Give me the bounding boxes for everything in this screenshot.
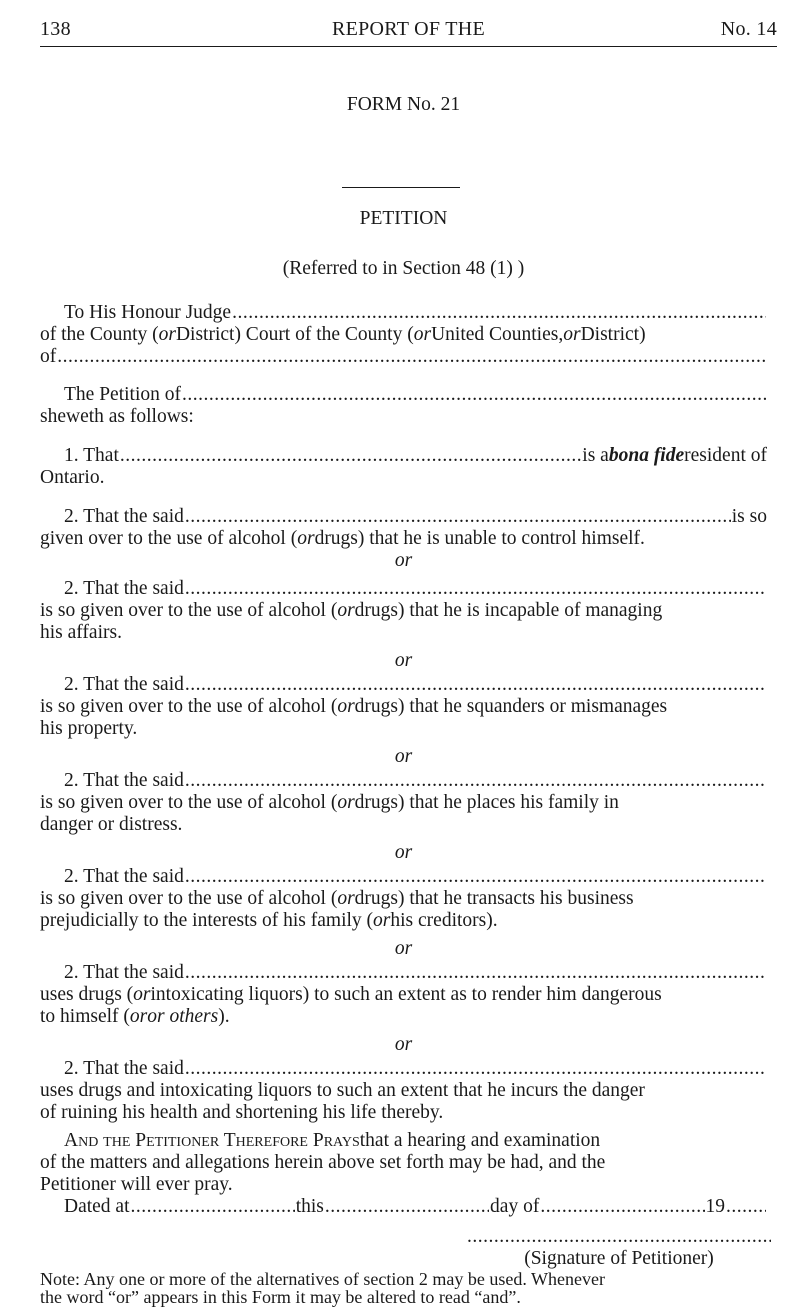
- or-separator: or: [394, 650, 413, 671]
- blank-name: [185, 770, 766, 792]
- blank-name: [185, 674, 766, 696]
- blank-name: [185, 578, 766, 600]
- blank-name: [185, 506, 731, 528]
- dated-line: Dated at ..... this ..... day of ..... 19 .....: [40, 1196, 767, 1218]
- blank-month: [540, 1196, 704, 1218]
- clause-2-alternative-5: 2. That the said ..... is so given over to the use of alcohol ( or drugs) that he transacts his business prejudicially to the interests of his family ( or his creditors). or: [40, 866, 767, 960]
- form-title: PETITION: [359, 208, 448, 229]
- blank-day: [325, 1196, 489, 1218]
- clause-2-alternative-1: 2. That the said ..... is so given over to the use of alcohol ( or drugs) that he is unable to control himself. or: [40, 506, 767, 572]
- blank-name: [185, 962, 766, 984]
- or-separator: or: [394, 746, 413, 767]
- clause-2-alternative-4: 2. That the said ..... is so given over to the use of alcohol ( or drugs) that he places his family in danger or distress. or: [40, 770, 767, 864]
- section-reference: (Referred to in Section 48 (1) ): [282, 258, 525, 279]
- issue-number: No. 14: [720, 18, 777, 40]
- blank-county: [57, 346, 766, 368]
- clause-2-alternative-6: 2. That the said ..... uses drugs ( or intoxicating liquors) to such an extent as to render him dangerous to himself ( or or others ). or: [40, 962, 767, 1056]
- blank-name: [185, 866, 766, 888]
- petition-of: The Petition of ..... sheweth as follows:: [40, 384, 767, 428]
- or-separator: or: [394, 1034, 413, 1055]
- blank-judge: [232, 302, 766, 324]
- blank-name: [120, 445, 581, 467]
- signature-dots: [466, 1226, 772, 1248]
- divider: [342, 187, 460, 188]
- or-separator: or: [394, 842, 413, 863]
- form-number: FORM No. 21: [346, 94, 461, 115]
- blank-signature: [467, 1226, 771, 1248]
- clause-2-alternative-7: 2. That the said ..... uses drugs and intoxicating liquors to such an extent that he incurs the danger of ruining his health and shortening his life thereby.: [40, 1058, 767, 1124]
- clause-1: 1. That ..... is a bona fide resident of Ontario.: [40, 445, 767, 489]
- page-number: 138: [40, 18, 71, 40]
- running-title: REPORT OF THE: [331, 18, 486, 40]
- clause-2-alternative-3: 2. That the said ..... is so given over to the use of alcohol ( or drugs) that he squanders or mismanages his property. or: [40, 674, 767, 768]
- address-block: To His Honour Judge ..... of the County ( or District) Court of the County ( or United Counties, or District) of .....: [40, 302, 767, 368]
- or-separator: or: [394, 938, 413, 959]
- running-header: [40, 12, 777, 47]
- blank-name: [185, 1058, 766, 1080]
- blank-place: [131, 1196, 295, 1218]
- note: Note: Any one or more of the alternatives of section 2 may be used. Whenever the word “or” appears in this Form it may be altered to read “and”.: [40, 1269, 605, 1307]
- prayer-paragraph: And the Petitioner Therefore Prays that a hearing and examination of the matters and allegations herein above set forth may be had, and the Petitioner will ever pray.: [40, 1130, 606, 1195]
- signature-label: (Signature of Petitioner): [524, 1248, 714, 1269]
- clause-2-alternative-2: 2. That the said ..... is so given over to the use of alcohol ( or drugs) that he is incapable of managing his affairs. or: [40, 578, 767, 672]
- blank-year: [726, 1196, 766, 1218]
- or-separator: or: [394, 550, 413, 571]
- blank-petitioner: [182, 384, 766, 406]
